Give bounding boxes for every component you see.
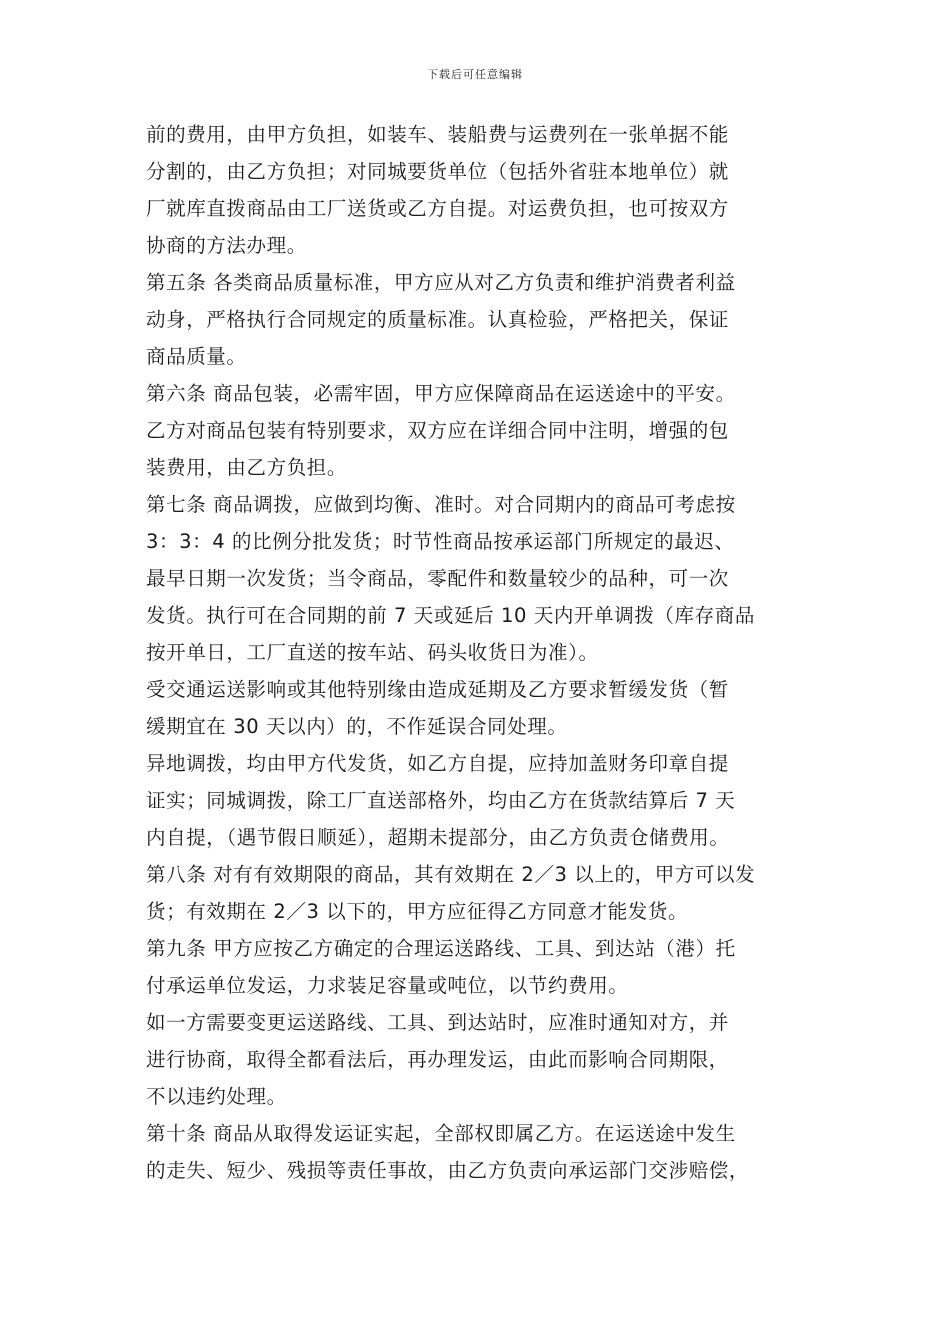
text-line: 发货。执行可在合同期的前 7 天或延后 10 天内开单调拨（库存商品 [146, 604, 755, 627]
text-line: 缓期宜在 30 天以内）的，不作延误合同处理。 [146, 715, 568, 738]
article-5-line: 第五条 各类商品质量标准，甲方应从对乙方负责和维护消费者利益 [146, 271, 736, 294]
text-line: 协商的方法办理。 [146, 234, 307, 257]
text-line: 3：3：4 的比例分批发货；时节性商品按承运部门所规定的最迟、 [146, 530, 735, 553]
page-header: 下载后可任意编辑 [427, 68, 523, 81]
text-line: 货；有效期在 2／3 以下的，甲方应征得乙方同意才能发货。 [146, 900, 689, 923]
text-line: 进行协商，取得全都看法后，再办理发运，由此而影响合同期限， [146, 1048, 729, 1071]
text-line: 装费用，由乙方负担。 [146, 456, 348, 479]
text-line: 异地调拨，均由甲方代发货，如乙方自提，应持加盖财务印章自提 [146, 752, 729, 775]
text-line: 内自提，（遇节假日顺延），超期未提部分，由乙方负责仓储费用。 [146, 826, 730, 849]
text-line: 分割的，由乙方负担；对同城要货单位（包括外省驻本地单位）就 [146, 160, 729, 183]
article-9-line: 第九条 甲方应按乙方确定的合理运送路线、工具、到达站（港）托 [146, 937, 736, 960]
article-7-line: 第七条 商品调拨，应做到均衡、准时。对合同期内的商品可考虑按 [146, 493, 736, 516]
text-line: 如一方需要变更运送路线、工具、到达站时，应准时通知对方，并 [146, 1011, 729, 1034]
text-line: 商品质量。 [146, 345, 247, 368]
text-line: 厂就库直拨商品由工厂送货或乙方自提。对运费负担，也可按双方 [146, 197, 729, 220]
text-line: 付承运单位发运，力求装足容量或吨位，以节约费用。 [146, 974, 629, 997]
article-6-line: 第六条 商品包装，必需牢固，甲方应保障商品在运送途中的平安。 [146, 382, 736, 405]
text-line: 受交通运送影响或其他特别缘由造成延期及乙方要求暂缓发货（暂 [146, 678, 729, 701]
text-line: 最早日期一次发货；当令商品，零配件和数量较少的品种，可一次 [146, 567, 729, 590]
text-line: 证实；同城调拨，除工厂直送部格外，均由乙方在货款结算后 7 天 [146, 789, 736, 812]
document-body [146, 116, 836, 1189]
text-line: 乙方对商品包装有特别要求，双方应在详细合同中注明，增强的包 [146, 419, 729, 442]
text-line: 按开单日，工厂直送的按车站、码头收货日为准）。 [146, 641, 599, 664]
text-line: 动身，严格执行合同规定的质量标准。认真检验，严格把关，保证 [146, 308, 729, 331]
text-line: 前的费用，由甲方负担，如装车、装船费与运费列在一张单据不能 [146, 123, 729, 146]
article-10-line: 第十条 商品从取得发运证实起，全部权即属乙方。在运送途中发生 [146, 1122, 736, 1145]
text-line: 的走失、短少、残损等责任事故，由乙方负责向承运部门交涉赔偿， [146, 1159, 750, 1182]
article-8-line: 第八条 对有有效期限的商品，其有效期在 2／3 以上的，甲方可以发 [146, 863, 756, 886]
text-line: 不以违约处理。 [146, 1085, 287, 1108]
